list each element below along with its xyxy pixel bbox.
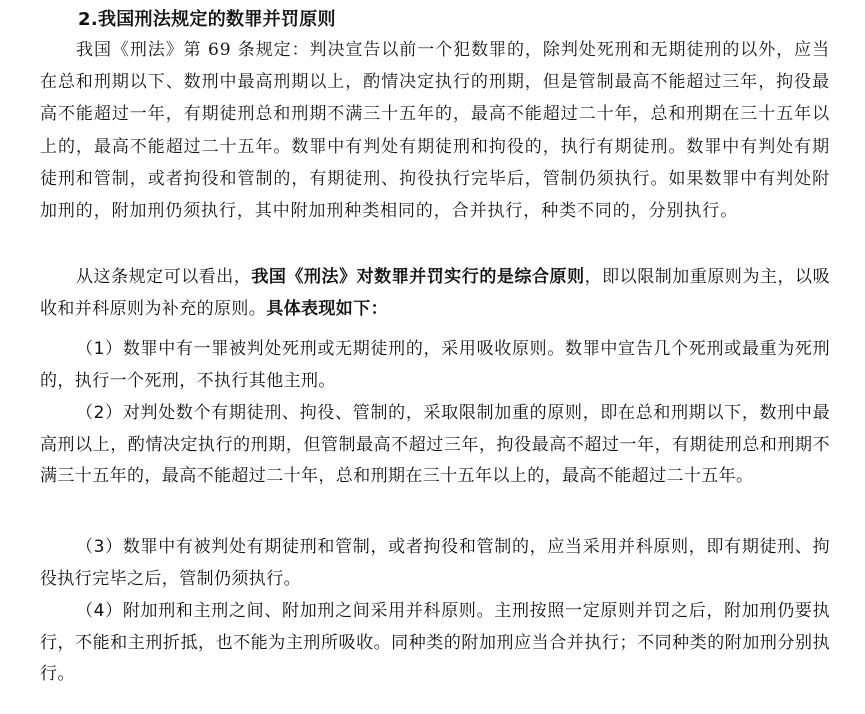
list-item-3: （3）数罪中有被判处有期徒刑和管制，或者拘役和管制的，应当采用并科原则，即有期徒刑、拘役执行完毕之后，管制仍须执行。 (40, 537, 830, 589)
intro-paragraph (40, 262, 830, 325)
intro-key-conclusion: 我国《刑法》对数罪并罚实行的是综合原则 (251, 267, 585, 287)
list-item-4: （4）附加刑和主刑之间、附加刑之间采用并科原则。主刑按照一定原则并罚之后，附加刑仍要执行，不能和主刑折抵，也不能为主刑所吸收。同种类的附加刑应当合并执行；不同种类的附加刑分别执行。 (40, 601, 830, 685)
intro-list-lead: 具体表现如下： (266, 298, 389, 319)
intro-text-middle: ，即以限制加重原则为主，以吸收和并科原则为补充的原则。 (40, 267, 830, 319)
article-69-quote: 我国《刑法》第 69 条规定：判决宣告以前一个犯数罪的，除判处死刑和无期徒刑的以外，应当在总和刑期以下、数刑中最高刑期以上，酌情决定执行的刑期，但是管制最高不能超过三年，拘役最高不能超过一年，有期徒刑总和刑期不满三十五年的，最高不能超过二十年，总和刑期在三十五年以上的，最高不能超过二十五年。数罪中有判处有期徒刑和拘役的，执行有期徒刑。数罪中有判处有期徒刑和管制，或者拘役和管制的，有期徒刑、拘役执行完毕后，管制仍须执行。如果数罪中有判处附加刑的，附加刑仍须执行，其中附加刑种类相同的，合并执行，种类不同的，分别执行。 (40, 40, 830, 222)
section-heading: 2.我国刑法规定的数罪并罚原则 (78, 9, 336, 30)
list-item-2: （2）对判处数个有期徒刑、拘役、管制的，采取限制加重的原则，即在总和刑期以下，数刑中最高刑以上，酌情决定执行的刑期，但管制最高不超过三年，拘役最高不超过一年，有期徒刑总和刑期不满三十五年的，最高不能超过二十年，总和刑期在三十五年以上的，最高不能超过二十五年。 (40, 403, 830, 487)
intro-text-start: 从这条规定可以看出， (76, 267, 252, 287)
list-item-1: （1）数罪中有一罪被判处死刑或无期徒刑的，采用吸收原则。数罪中宣告几个死刑或最重为死刑的，执行一个死刑，不执行其他主刑。 (40, 339, 830, 391)
